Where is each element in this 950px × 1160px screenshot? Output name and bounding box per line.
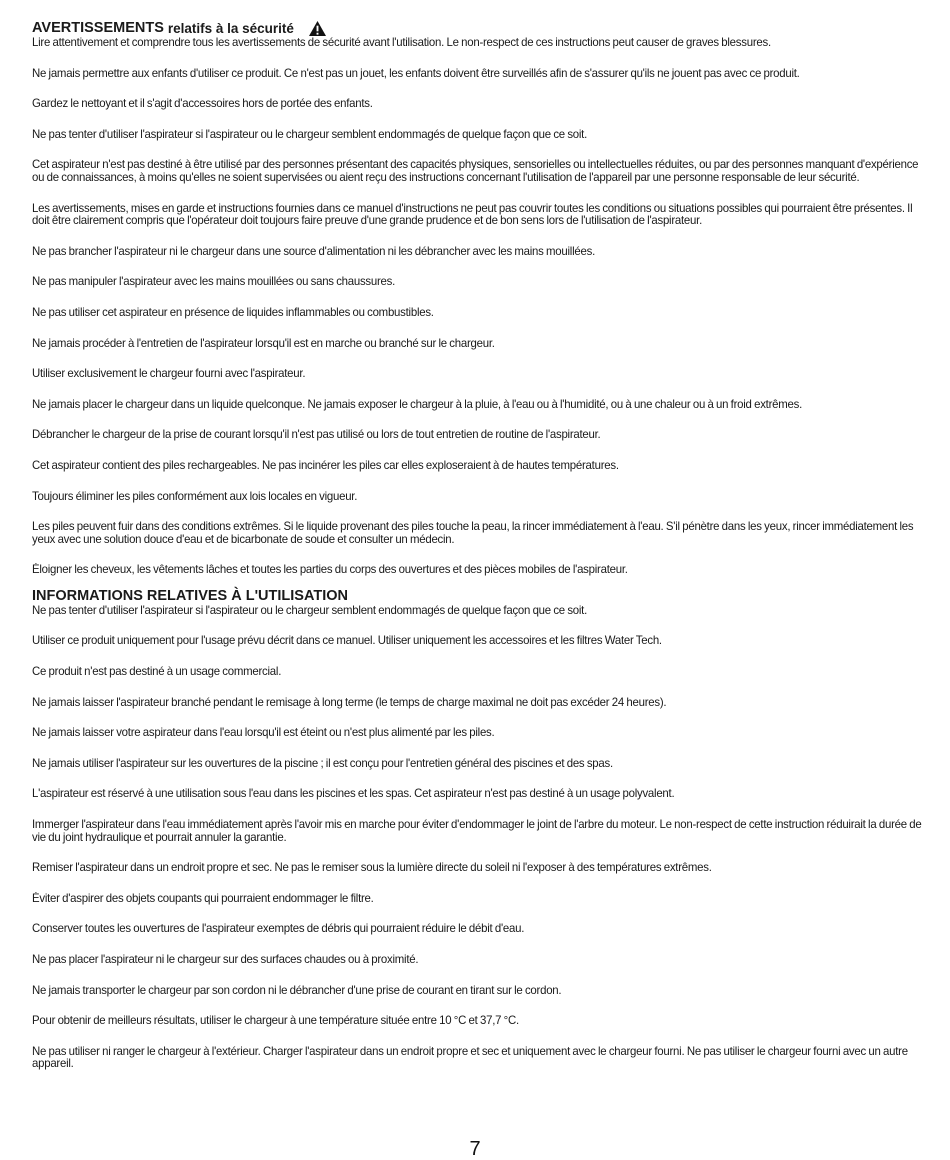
usage-paragraph: Ne jamais transporter le chargeur par son cordon ni le débrancher d'une prise de courant en tirant sur le cordon.: [32, 983, 562, 997]
manual-page: [32, 20, 937, 1071]
page-number: 7: [469, 1138, 481, 1160]
safety-paragraph: Ne pas manipuler l'aspirateur avec les mains mouillées ou sans chaussures.: [32, 275, 396, 289]
safety-paragraph: Débrancher le chargeur de la prise de courant lorsqu'il n'est pas utilisé ou lors de tout entretien de routine de l'aspirateur.: [32, 428, 601, 442]
safety-paragraph: Ne pas utiliser cet aspirateur en présence de liquides inflammables ou combustibles.: [32, 305, 434, 319]
usage-paragraph: Ne pas placer l'aspirateur ni le chargeur sur des surfaces chaudes ou à proximité.: [32, 953, 419, 966]
safety-warnings-list: [32, 37, 937, 577]
usage-paragraph: Ne pas tenter d'utiliser l'aspirateur si l'aspirateur ou le chargeur semblent endommagés de quelque façon que ce soit.: [32, 603, 588, 617]
usage-paragraph: L'aspirateur est réservé à une utilisation sous l'eau dans les piscines et les spas. Cet aspirateur n'est pas destiné à un usage polyvalent.: [32, 787, 675, 801]
safety-paragraph: Les piles peuvent fuir dans des conditions extrêmes. Si le liquide provenant des piles touche la peau, la rincer immédiatement à l'eau. S'il pénètre dans les yeux, rincer immédiatement les yeux avec une solution douce d'eau et de bicarbonate de soude et consulter un médecin.: [32, 520, 914, 546]
safety-paragraph: Ne jamais permettre aux enfants d'utiliser ce produit. Ce n'est pas un jouet, les enfants doivent être surveillés afin de s'assurer qu'ils ne jouent pas avec ce produit.: [32, 66, 800, 80]
safety-title-rest: relatifs à la sécurité: [167, 21, 294, 36]
usage-paragraph: Éviter d'aspirer des objets coupants qui pourraient endommager le filtre.: [32, 891, 374, 905]
usage-paragraph: Ce produit n'est pas destiné à un usage commercial.: [32, 665, 282, 679]
safety-paragraph: Ne pas tenter d'utiliser l'aspirateur si l'aspirateur ou le chargeur semblent endommagés de quelque façon que ce soit.: [32, 127, 588, 141]
safety-paragraph: Ne pas brancher l'aspirateur ni le chargeur dans une source d'alimentation ni les débrancher avec les mains mouillées.: [32, 244, 596, 258]
usage-paragraph: Remiser l'aspirateur dans un endroit propre et sec. Ne pas le remiser sous la lumière directe du soleil ni l'exposer à des températures extrêmes.: [32, 861, 712, 875]
safety-paragraph: Toujours éliminer les piles conformément aux lois locales en vigueur.: [32, 489, 358, 503]
safety-paragraph: Ne jamais procéder à l'entretien de l'aspirateur lorsqu'il est en marche ou branché sur le chargeur.: [32, 336, 495, 350]
usage-paragraph: Utiliser ce produit uniquement pour l'usage prévu décrit dans ce manuel. Utiliser uniquement les accessoires et les filtres Water Tech.: [32, 634, 662, 648]
safety-paragraph: Cet aspirateur contient des piles rechargeables. Ne pas incinérer les piles car elles exploseraient à de hautes températures.: [32, 458, 619, 472]
safety-paragraph: Lire attentivement et comprendre tous les avertissements de sécurité avant l'utilisation. Le non-respect de ces instructions peut causer de graves blessures.: [32, 36, 771, 49]
safety-paragraph: Ne jamais placer le chargeur dans un liquide quelconque. Ne jamais exposer le chargeur à la pluie, à l'eau ou à l'humidité, ou à une chaleur ou à un froid extrêmes.: [32, 397, 803, 411]
usage-paragraph: Ne jamais laisser votre aspirateur dans l'eau lorsqu'il est éteint ou n'est plus alimenté par les piles.: [32, 726, 495, 740]
safety-paragraph: Utiliser exclusivement le chargeur fourni avec l'aspirateur.: [32, 367, 306, 381]
usage-paragraph: Ne jamais utiliser l'aspirateur sur les ouvertures de la piscine ; il est conçu pour l'entretien général des piscines et des spas.: [32, 756, 613, 770]
usage-paragraph: Immerger l'aspirateur dans l'eau immédiatement après l'avoir mis en marche pour éviter d'endommager le joint de l'arbre du moteur. Le non-respect de cette instruction réduirait la durée de vie du joint hydraulique et pourrait annuler la garantie.: [32, 818, 922, 844]
usage-information-list: [32, 605, 937, 1071]
safety-paragraph: Éloigner les cheveux, les vêtements lâches et toutes les parties du corps des ouvertures et des pièces mobiles de l'aspirateur.: [32, 563, 628, 577]
usage-information-title: [32, 588, 937, 605]
usage-title-text: INFORMATIONS RELATIVES À L'UTILISATION: [32, 587, 348, 604]
usage-paragraph: Ne jamais laisser l'aspirateur branché pendant le remisage à long terme (le temps de charge maximal ne doit pas excéder 24 heures).: [32, 695, 667, 709]
usage-paragraph: Conserver toutes les ouvertures de l'aspirateur exemptes de débris qui pourraient réduire le débit d'eau.: [32, 922, 525, 936]
safety-title-bold: AVERTISSEMENTS: [32, 20, 164, 36]
safety-paragraph: Les avertissements, mises en garde et instructions fournies dans ce manuel d'instructions ne peut pas couvrir toutes les conditions ou situations possibles qui pourraient être présentes. Il doit être clairement compris que l'opérateur doit toujours faire preuve d'une grande prudence et de bon sens lors de l'utilisation de l'aspirateur.: [32, 201, 913, 228]
usage-paragraph: Pour obtenir de meilleurs résultats, utiliser le chargeur à une température située entre 10 °C et 37,7 °C.: [32, 1014, 519, 1028]
safety-warnings-title: [32, 20, 937, 37]
safety-paragraph: Cet aspirateur n'est pas destiné à être utilisé par des personnes présentant des capacités physiques, sensorielles ou intellectuelles réduites, ou par des personnes manquant d'expérience ou de connaissances, à moins qu'elles ne soient supervisées ou aient reçu des instructions concernant l'utilisation de l'appareil par une personne responsable de leur sécurité.: [32, 158, 919, 184]
warning-triangle-icon: [308, 20, 327, 37]
usage-paragraph: Ne pas utiliser ni ranger le chargeur à l'extérieur. Charger l'aspirateur dans un endroit propre et sec et uniquement avec le chargeur fourni. Ne pas utiliser le chargeur fourni avec un autre appareil.: [32, 1044, 908, 1071]
safety-paragraph: Gardez le nettoyant et il s'agit d'accessoires hors de portée des enfants.: [32, 97, 373, 111]
